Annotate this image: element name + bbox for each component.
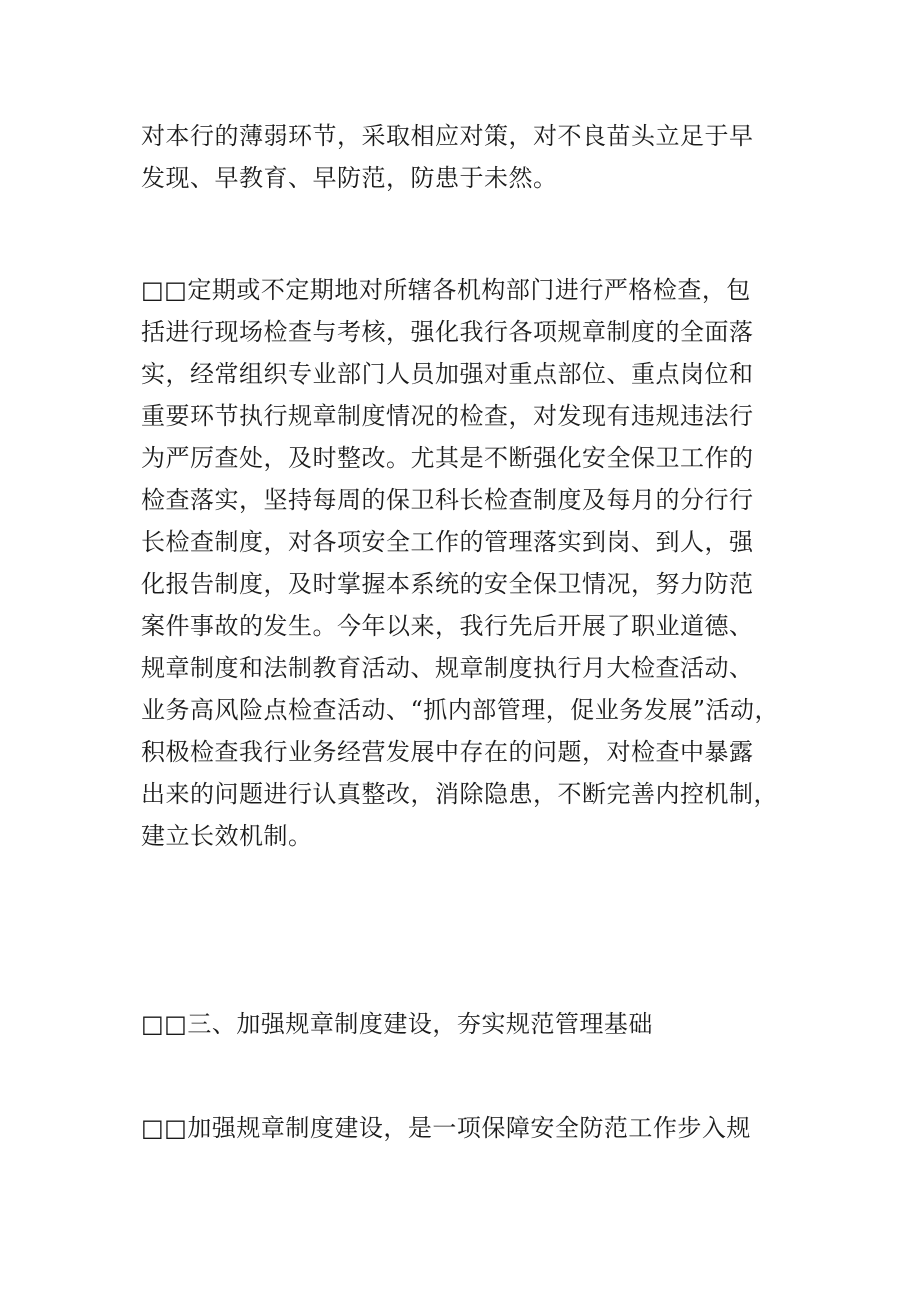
text-line: □□加强规章制度建设，是一项保障安全防范工作步入规 bbox=[141, 1114, 751, 1142]
text-line: 化报告制度，及时掌握本系统的安全保卫情况，努力防范 bbox=[141, 570, 754, 598]
text-line: 检查落实，坚持每周的保卫科长检查制度及每月的分行行 bbox=[141, 486, 754, 514]
paragraph-1 bbox=[141, 115, 791, 199]
text-line: 实，经常组织专业部门人员加强对重点部位、重点岗位和 bbox=[141, 360, 754, 388]
text-line: 出来的问题进行认真整改，消除隐患，不断完善内控机制， bbox=[141, 780, 778, 808]
text-line: 案件事故的发生。今年以来，我行先后开展了职业道德、 bbox=[141, 612, 754, 640]
text-line: 发现、早教育、早防范，防患于未然。 bbox=[141, 164, 558, 192]
text-line: 规章制度和法制教育活动、规章制度执行月大检查活动、 bbox=[141, 654, 754, 682]
text-line: 重要环节执行规章制度情况的检查，对发现有违规违法行 bbox=[141, 402, 754, 430]
text-line: 为严厉查处，及时整改。尤其是不断强化安全保卫工作的 bbox=[141, 444, 754, 472]
text-line: 积极检查我行业务经营发展中存在的问题，对检查中暴露 bbox=[141, 738, 754, 766]
text-line: 业务高风险点检查活动、“抓内部管理，促业务发展”活动， bbox=[141, 696, 780, 724]
text-line: 括进行现场检查与考核，强化我行各项规章制度的全面落 bbox=[141, 318, 754, 346]
text-line: □□定期或不定期地对所辖各机构部门进行严格检查，包 bbox=[141, 276, 751, 304]
paragraph-2 bbox=[141, 269, 791, 857]
text-line: 长检查制度，对各项安全工作的管理落实到岗、到人，强 bbox=[141, 528, 754, 556]
paragraph-4 bbox=[141, 1107, 791, 1149]
heading-line: □□三、加强规章制度建设，夯实规范管理基础 bbox=[141, 1010, 653, 1038]
text-line: 对本行的薄弱环节，采取相应对策，对不良苗头立足于早 bbox=[141, 122, 754, 150]
section-heading bbox=[141, 1003, 791, 1045]
text-line: 建立长效机制。 bbox=[141, 822, 313, 850]
